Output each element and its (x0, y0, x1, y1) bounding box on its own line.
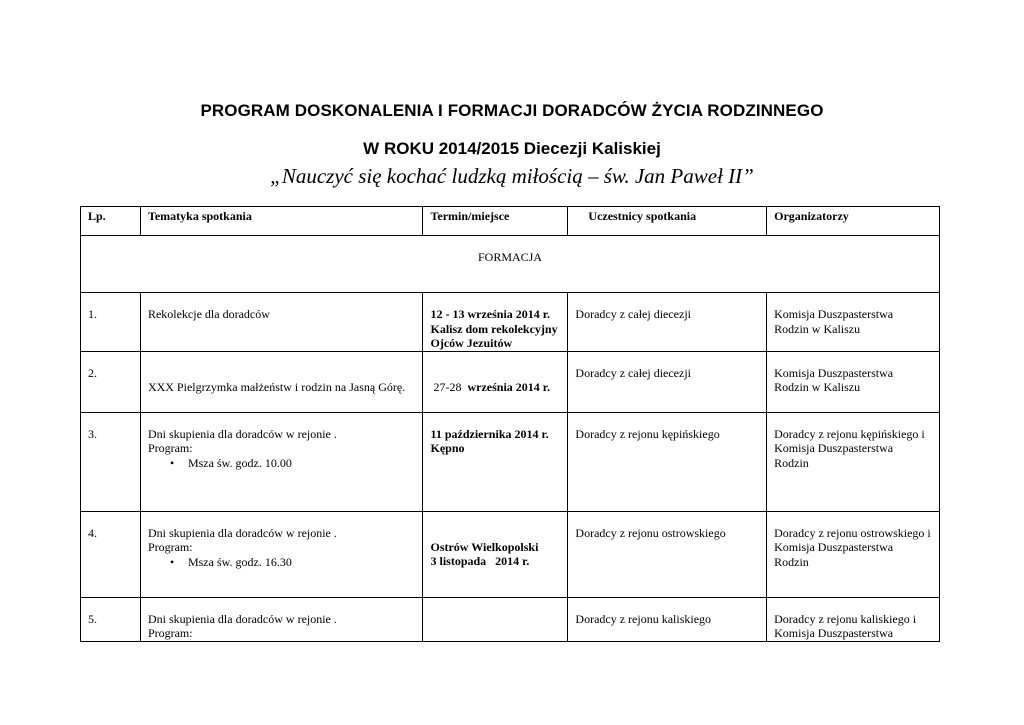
when-line: Kalisz dom rekolekcyjny (430, 321, 558, 336)
table-header-row (81, 207, 940, 236)
table-row (81, 293, 940, 352)
table-row (81, 511, 940, 597)
topic-line: Program: (147, 626, 193, 640)
topic-line: Program: (147, 441, 193, 455)
row-when (423, 412, 568, 511)
row-participants: Doradcy z całej diecezji (568, 351, 767, 412)
row-when (423, 597, 568, 641)
program-bullet-item: • Msza św. godz. 16.30 (148, 555, 416, 570)
table-row (81, 412, 940, 511)
section-row (81, 236, 940, 293)
row-lp: 2. (81, 351, 141, 412)
organizer-line: Rodzin w Kaliszu (774, 380, 861, 394)
header-organizers: Organizatorzy (767, 207, 940, 236)
row-lp: 4. (81, 511, 141, 597)
when-days: 27-28 (433, 379, 462, 394)
header-lp: Lp. (81, 207, 141, 236)
header-participants: Uczestnicy spotkania (568, 207, 767, 236)
row-organizers (767, 351, 940, 412)
organizer-line: Doradcy z rejonu ostrowskiego i (774, 525, 931, 540)
organizer-line: Komisja Duszpasterstwa (774, 441, 894, 455)
organizer-line: Komisja Duszpasterstwa (774, 365, 894, 380)
table-row (81, 597, 940, 641)
organizer-line: Doradcy z rejonu kępińskiego i (774, 426, 925, 441)
organizer-line: Rodzin (774, 455, 809, 470)
row-lp: 1. (81, 293, 141, 352)
row-organizers (767, 511, 940, 597)
when-line: 3 listopada 2014 r. (430, 554, 530, 568)
topic-line: Program: (147, 540, 193, 554)
when-line: 12 - 13 września 2014 r. (430, 307, 551, 321)
program-bullet-item: • Msza św. godz. 10.00 (148, 456, 416, 471)
row-topic (140, 412, 423, 511)
row-participants: Doradcy z rejonu kaliskiego (568, 597, 767, 641)
program-table (80, 206, 940, 642)
table-row (81, 351, 940, 412)
row-lp: 3. (81, 412, 141, 511)
row-organizers (767, 293, 940, 352)
row-topic: Rekolekcje dla doradców (140, 293, 423, 352)
section-label: FORMACJA (81, 236, 940, 293)
row-topic (140, 511, 423, 597)
when-line: Ostrów Wielkopolski (430, 539, 539, 554)
header-topic: Tematyka spotkania (140, 207, 423, 236)
row-when (423, 511, 568, 597)
organizer-line: Komisja Duszpasterstwa (774, 307, 894, 321)
row-when (423, 293, 568, 352)
when-line: 11 października 2014 r. (430, 426, 549, 441)
row-organizers (767, 412, 940, 511)
document-subtitle: W ROKU 2014/2015 Diecezji Kaliskiej (363, 139, 661, 158)
row-organizers (767, 597, 940, 641)
header-when: Termin/miejsce (423, 207, 568, 236)
topic-line: Dni skupienia dla doradców w rejonie . (147, 426, 337, 441)
when-month: września 2014 r. (461, 379, 551, 394)
document-motto: „Nauczyć się kochać ludzką miłością – św. Jan Paweł II” (270, 164, 754, 188)
topic-line: Dni skupienia dla doradców w rejonie . (147, 611, 337, 626)
row-participants: Doradcy z rejonu kępińskiego (568, 412, 767, 511)
row-topic (140, 597, 423, 641)
organizer-line: Komisja Duszpasterstwa (774, 626, 894, 640)
organizer-line: Rodzin w Kaliszu (774, 321, 861, 336)
when-line: Ojców Jezuitów (430, 336, 513, 350)
row-lp: 5. (81, 597, 141, 641)
row-topic: XXX Pielgrzymka małżeństw i rodzin na Jasną Górę. (140, 351, 423, 412)
row-when (423, 351, 568, 412)
row-participants: Doradcy z rejonu ostrowskiego (568, 511, 767, 597)
topic-line: Dni skupienia dla doradców w rejonie . (147, 525, 337, 540)
when-line: Kępno (430, 441, 465, 455)
organizer-line: Rodzin (774, 554, 809, 569)
row-participants: Doradcy z całej diecezji (568, 293, 767, 352)
organizer-line: Doradcy z rejonu kaliskiego i (774, 611, 917, 626)
organizer-line: Komisja Duszpasterstwa (774, 540, 894, 554)
document-title: PROGRAM DOSKONALENIA I FORMACJI DORADCÓW ŻYCIA RODZINNEGO (200, 101, 824, 120)
